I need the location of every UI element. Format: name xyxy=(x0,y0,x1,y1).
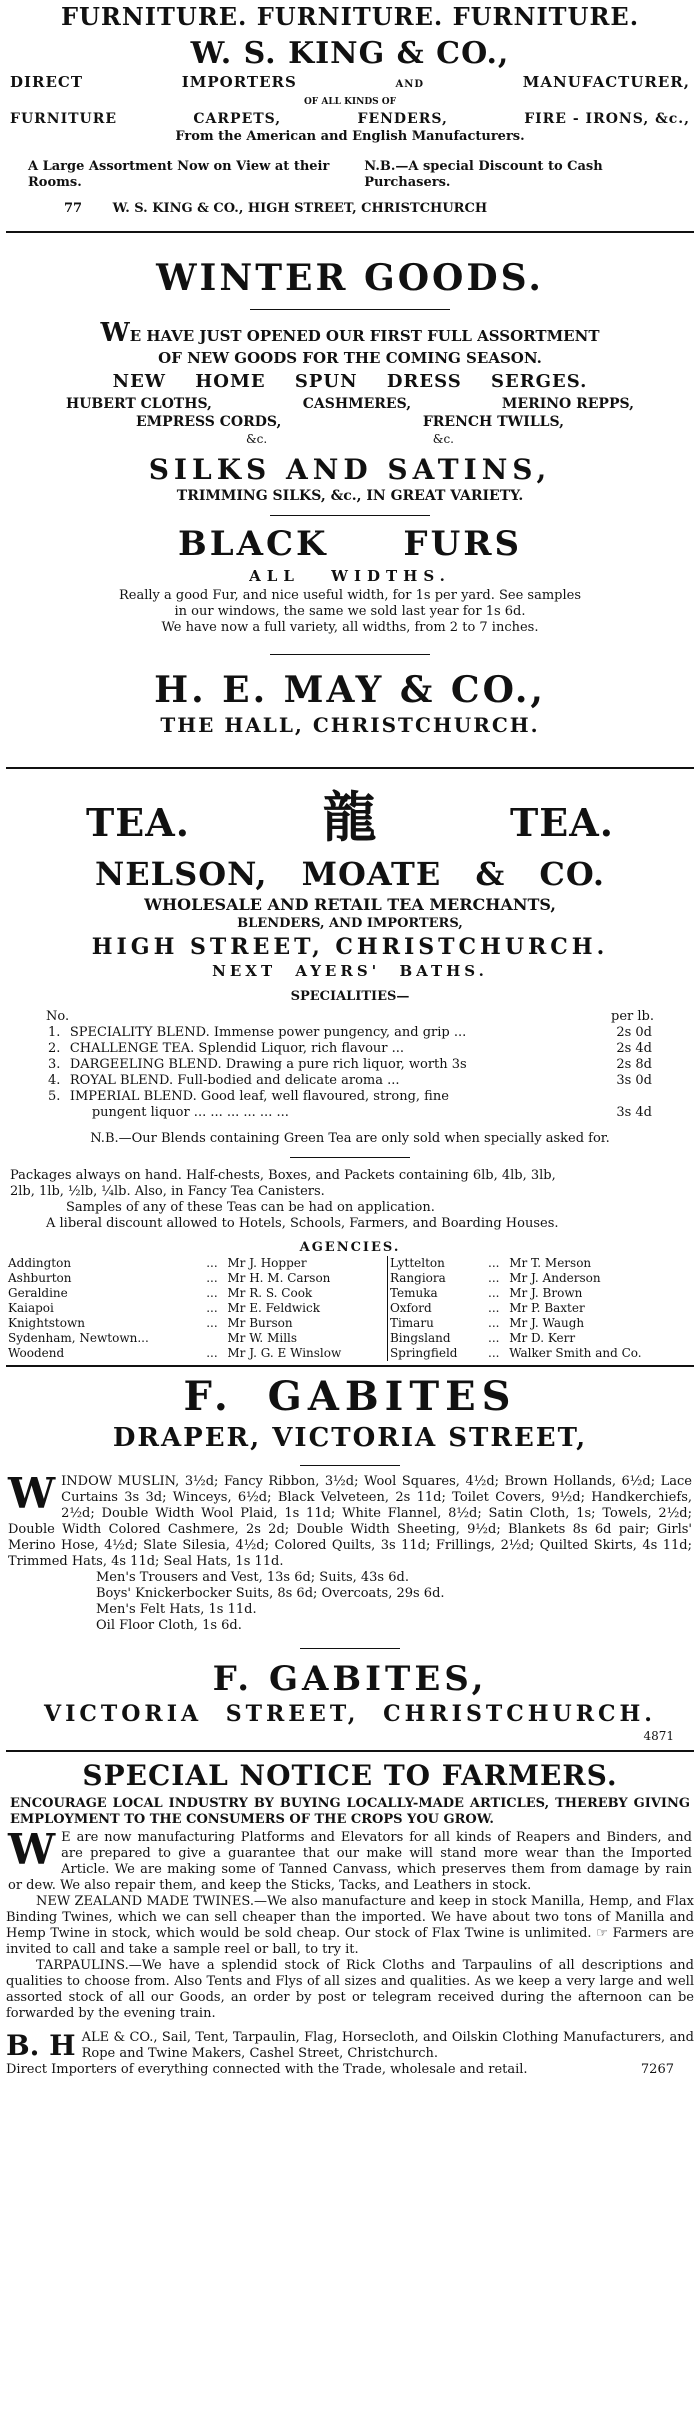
tea-blend-text: ROYAL BLEND. Full-bodied and delicate aroma ... xyxy=(69,1073,400,1088)
may-intro-initial: W xyxy=(100,318,130,348)
tea-blend-table xyxy=(46,1025,654,1121)
divider xyxy=(300,1648,400,1649)
divider xyxy=(6,1365,694,1367)
may-title: WINTER GOODS. xyxy=(156,257,544,299)
king-assort: A Large Assortment Now on View at their Rooms. xyxy=(28,159,330,190)
agent-name: Mr J. Hopper xyxy=(225,1256,387,1271)
may-address: THE HALL, CHRISTCHURCH. xyxy=(160,713,540,737)
agent-name: Mr J. Waugh xyxy=(509,1316,585,1330)
king-of-all: OF ALL KINDS OF xyxy=(303,97,397,107)
agent-town: Springfield xyxy=(389,1346,458,1360)
gabites-body-text: INDOW MUSLIN, 3½d; Fancy Ribbon, 3½d; Wool Squares, 4½d; Brown Hollands, 6½d; Lace Curtains 3s 3d; Winceys, 6½d; Black Velveteen, 2s 11d; Toilet Covers, 9½d; Handkerchiefs, 2½d; Double Width Wool Plaid, 1s 11d; White Flannel, 8½d; Satin Cloth, 1s; Towels, 2½d; Double Width Colored Cashmere, 2s 2d; Double Width Sheeting, 9½d; Blankets 8s 6d pair; Girls' Merino Hose, 4½d; Slate Silesia, 4½d; Colored Quilts, 3s 11d; Frillings, 2½d; Quilted Skirts, 4s 11d; Trimmed Hats, 4s 11d; Seal Hats, 1s 11d. xyxy=(8,1474,692,1569)
king-ref: 77 xyxy=(64,201,83,216)
tea-advert xyxy=(6,775,694,1361)
agent-town: Temuka xyxy=(389,1286,438,1300)
agent-town: Oxford xyxy=(389,1301,432,1315)
tea-street: HIGH STREET, CHRISTCHURCH. xyxy=(91,934,609,960)
farmers-p2: NEW ZEALAND MADE TWINES.—We also manufacture and keep in stock Manilla, Hemp, and Flax Binding Twines, which we can sell cheaper than the imported. We have about two tons of Manilla and Hemp Twine in stock, which would be sold cheap. Our stock of Flax Twine is unlimited. ☞ Farmers are invited to call and take a sample reel or ball, to try it. xyxy=(6,1894,694,1957)
tea-name: NELSON, MOATE & CO. xyxy=(95,855,605,893)
agent-name: Mr H. M. Carson xyxy=(225,1271,387,1286)
agent-dots: ... xyxy=(488,1286,500,1300)
may-intro1: E HAVE JUST OPENED OUR FIRST FULL ASSORTMENT xyxy=(129,327,600,345)
tea-dragon-glyph: 龍 xyxy=(322,785,378,849)
agent-name: Mr Burson xyxy=(225,1316,387,1331)
agent-town: Timaru xyxy=(389,1316,434,1330)
king-assort-row xyxy=(6,159,694,191)
tea-right: TEA. xyxy=(510,800,614,845)
farmers-signature xyxy=(6,2030,694,2062)
gabites-body xyxy=(6,1469,694,1570)
king-line1 xyxy=(6,72,694,95)
king-line2-b: CARPETS, xyxy=(193,111,282,127)
divider xyxy=(6,231,694,233)
agent-town: Bingsland xyxy=(389,1331,451,1345)
farmers-advert xyxy=(6,1758,694,2078)
tea-blend-no: 1. xyxy=(48,1025,61,1040)
agent-name: Mr J. Brown xyxy=(509,1286,583,1300)
gabites-initial: W xyxy=(8,1469,56,1518)
may-intro xyxy=(6,318,694,348)
agent-dots: ... xyxy=(206,1271,218,1285)
king-line2 xyxy=(6,109,694,129)
king-line1-a: DIRECT xyxy=(10,73,84,91)
king-banner: FURNITURE. FURNITURE. FURNITURE. xyxy=(60,2,640,31)
king-line2-c: FENDERS, xyxy=(357,111,448,127)
tea-next: NEXT AYERS' BATHS. xyxy=(212,962,488,980)
divider xyxy=(290,1157,410,1158)
may-fur1: Really a good Fur, and nice useful width, for 1s per yard. See samples xyxy=(118,588,581,603)
tea-blend-text: SPECIALITY BLEND. Immense power pungency, and grip ... xyxy=(69,1025,467,1040)
tea-agents-table xyxy=(6,1256,694,1361)
agent-town: Addington xyxy=(8,1256,72,1270)
agent-row xyxy=(6,1346,694,1361)
agent-row xyxy=(6,1256,694,1271)
may-fabric-a: HUBERT CLOTHS, xyxy=(66,396,212,412)
farmers-ref: 7267 xyxy=(640,2062,674,2077)
tea-agencies-title: AGENCIES. xyxy=(299,1240,401,1255)
tea-blend-row xyxy=(46,1073,654,1089)
farmers-last: Direct Importers of everything connected with the Trade, wholesale and retail. xyxy=(6,2062,528,2077)
agent-name: Mr T. Merson xyxy=(509,1256,592,1270)
tea-blend-no: 5. xyxy=(48,1089,61,1104)
gabites-sub: DRAPER, VICTORIA STREET, xyxy=(112,1423,588,1453)
tea-no: No. xyxy=(46,1009,70,1024)
agent-row xyxy=(6,1271,694,1286)
gabites-mens4: Oil Floor Cloth, 1s 6d. xyxy=(96,1618,242,1633)
tea-blend-text: CHALLENGE TEA. Splendid Liquor, rich flavour ... xyxy=(69,1041,405,1056)
farmers-sig-text: ALE & CO., Sail, Tent, Tarpaulin, Flag, Horsecloth, and Oilskin Clothing Manufacturers, and Rope and Twine Makers, Cashel Street, Christchurch. xyxy=(81,2030,694,2061)
agent-dots: ... xyxy=(488,1316,500,1330)
may-name: H. E. MAY & CO., xyxy=(154,669,546,711)
divider xyxy=(250,309,450,310)
agent-dots: ... xyxy=(488,1256,500,1270)
agent-town: Lyttelton xyxy=(389,1256,445,1270)
farmers-encourage: ENCOURAGE LOCAL INDUSTRY BY BUYING LOCALLY-MADE ARTICLES, THEREBY GIVING EMPLOYMENT TO THE CONSUMERS OF THE CROPS YOU GROW. xyxy=(10,1796,690,1827)
gabites-ref: 4871 xyxy=(643,1729,674,1743)
king-line1-d: MANUFACTURER, xyxy=(522,73,690,91)
tea-blend-text: DARGEELING BLEND. Drawing a pure rich liquor, worth 3s xyxy=(69,1057,467,1072)
tea-blend-price: 2s 8d xyxy=(616,1057,652,1072)
king-advert xyxy=(6,4,694,217)
agent-dots: ... xyxy=(206,1286,218,1300)
divider xyxy=(270,515,430,516)
tea-blend-price: 2s 4d xyxy=(616,1041,652,1056)
tea-pack4: A liberal discount allowed to Hotels, Schools, Farmers, and Boarding Houses. xyxy=(46,1216,559,1231)
agent-name: Mr R. S. Cook xyxy=(225,1286,387,1301)
farmers-title: SPECIAL NOTICE TO FARMERS. xyxy=(82,1759,618,1792)
tea-blend-text: IMPERIAL BLEND. Good leaf, well flavoured, strong, fine xyxy=(69,1089,449,1104)
agent-dots: ... xyxy=(488,1346,500,1360)
farmers-bh: B. H xyxy=(6,2029,76,2062)
agent-name: Mr W. Mills xyxy=(225,1331,387,1346)
tea-blend-price xyxy=(601,1089,654,1105)
tea-spec-title: SPECIALITIES— xyxy=(290,989,410,1004)
agent-dots: ... xyxy=(488,1301,500,1315)
agent-name: Mr P. Baxter xyxy=(509,1301,585,1315)
king-line1-c: AND xyxy=(395,79,425,90)
tea-perlb: per lb. xyxy=(611,1009,654,1024)
gabites-mens2: Boys' Knickerbocker Suits, 8s 6d; Overcoats, 29s 6d. xyxy=(96,1586,445,1601)
king-line2-d: FIRE - IRONS, &c., xyxy=(524,111,690,127)
tea-blend-row xyxy=(46,1057,654,1073)
agent-dots: ... xyxy=(488,1331,500,1345)
tea-blend-row xyxy=(46,1025,654,1041)
tea-pack1: Packages always on hand. Half-chests, Boxes, and Packets containing 6lb, 4lb, 3lb, xyxy=(10,1168,556,1183)
may-fur3: We have now a full variety, all widths, from 2 to 7 inches. xyxy=(161,620,539,635)
agent-town: Sydenham, Newtown... xyxy=(8,1331,149,1345)
may-advert xyxy=(6,239,694,739)
may-widths: ALL WIDTHS. xyxy=(249,567,451,585)
tea-spec-head xyxy=(46,1009,654,1025)
may-fabrics1 xyxy=(6,395,694,413)
tea-blend-row xyxy=(46,1041,654,1057)
tea-blend-price: 2s 0d xyxy=(616,1025,652,1040)
divider xyxy=(270,654,430,655)
agent-dots: ... xyxy=(206,1256,218,1270)
divider xyxy=(6,767,694,769)
tea-blend-no: 3. xyxy=(48,1057,61,1072)
gabites-advert xyxy=(6,1373,694,1744)
king-from: From the American and English Manufacturers. xyxy=(175,129,525,144)
agent-town: Kaiapoi xyxy=(8,1301,54,1315)
may-fabric-c: MERINO REPPS, xyxy=(501,396,634,412)
farmers-last-row xyxy=(6,2062,694,2078)
agent-name: Mr D. Kerr xyxy=(509,1331,576,1345)
agent-name: Mr E. Feldwick xyxy=(225,1301,387,1316)
divider xyxy=(6,1750,694,1752)
agent-row xyxy=(6,1286,694,1301)
may-silks: SILKS AND SATINS, xyxy=(148,453,552,486)
agent-dots: ... xyxy=(206,1316,218,1330)
agent-row xyxy=(6,1331,694,1346)
may-etc-b: &c. xyxy=(432,432,454,446)
farmers-p1-text: E are now manufacturing Platforms and Elevators for all kinds of Reapers and Binders, and are prepared to give a guarantee that our make will stand more wear than the Imported Article. We are making some of Tanned Canvass, which preserves them from damage by rain or dew. We also repair them, and keep the Sticks, Tacks, and Leathers in stock. xyxy=(8,1830,692,1893)
tea-blend-price: 3s 4d xyxy=(616,1105,652,1120)
gabites-title: F. GABITES xyxy=(183,1373,517,1420)
agent-dots: ... xyxy=(206,1346,218,1360)
agent-town: Rangiora xyxy=(389,1271,446,1285)
gabites-mens1: Men's Trousers and Vest, 13s 6d; Suits, 43s 6d. xyxy=(96,1570,409,1585)
king-nb: N.B.—A special Discount to Cash Purchasers. xyxy=(364,159,603,190)
tea-specialities xyxy=(6,1009,694,1121)
agent-town: Ashburton xyxy=(8,1271,72,1285)
king-address-row xyxy=(6,201,694,217)
may-etc-a: &c. xyxy=(246,432,268,446)
tea-pack2: 2lb, 1lb, ½lb, ¼lb. Also, in Fancy Tea Canisters. xyxy=(10,1184,325,1199)
may-fabric-e: FRENCH TWILLS, xyxy=(422,414,564,430)
agent-dots: ... xyxy=(488,1271,500,1285)
farmers-p3: TARPAULINS.—We have a splendid stock of Rick Cloths and Tarpaulins of all descriptions and qualities to choose from. Also Tents and Flys of all sizes and qualities. As we keep a very large and well assorted stock of all our Goods, an order by post or telegram received during the afternoon can be forwarded by the evening train. xyxy=(6,1958,694,2021)
agent-town: Woodend xyxy=(8,1346,65,1360)
tea-pack3: Samples of any of these Teas can be had on application. xyxy=(66,1200,435,1215)
agent-town: Geraldine xyxy=(8,1286,68,1300)
gabites-sig: F. GABITES, xyxy=(212,1659,488,1699)
may-etc xyxy=(6,431,694,447)
tea-header xyxy=(6,787,694,853)
may-fabric-b: CASHMERES, xyxy=(302,396,412,412)
farmers-initial: W xyxy=(8,1825,56,1874)
tea-left: TEA. xyxy=(86,800,190,845)
may-furs: BLACK FURS xyxy=(177,524,523,564)
gabites-addr: VICTORIA STREET, CHRISTCHURCH. xyxy=(44,1701,656,1727)
agent-dots xyxy=(204,1331,225,1346)
tea-blend-row xyxy=(46,1105,654,1121)
agent-row xyxy=(6,1301,694,1316)
may-fabric-d: EMPRESS CORDS, xyxy=(136,414,282,430)
tea-nb: N.B.—Our Blends containing Green Tea are only sold when specially asked for. xyxy=(90,1131,610,1146)
king-line2-a: FURNITURE xyxy=(10,111,118,127)
tea-blend-text: pungent liquor ... ... ... ... ... ... xyxy=(91,1105,289,1120)
may-fur2: in our windows, the same we sold last year for 1s 6d. xyxy=(174,604,526,619)
may-fabrics2 xyxy=(6,413,694,431)
tea-blend-no xyxy=(46,1105,68,1121)
tea-blend-no: 2. xyxy=(48,1041,61,1056)
tea-sub2: BLENDERS, AND IMPORTERS, xyxy=(237,916,463,931)
tea-blend-price: 3s 0d xyxy=(616,1073,652,1088)
king-line1-b: IMPORTERS xyxy=(181,73,297,91)
may-serges: NEW HOME SPUN DRESS SERGES. xyxy=(112,371,588,392)
king-address: W. S. KING & CO., HIGH STREET, CHRISTCHURCH xyxy=(112,201,488,216)
agent-name: Mr J. Anderson xyxy=(509,1271,601,1285)
tea-blend-no: 4. xyxy=(48,1073,61,1088)
agent-dots: ... xyxy=(206,1301,218,1315)
agent-town: Knightstown xyxy=(8,1316,85,1330)
tea-sub1: WHOLESALE AND RETAIL TEA MERCHANTS, xyxy=(144,895,556,914)
king-name: W. S. KING & CO., xyxy=(190,36,510,71)
agent-name: Mr J. G. E Winslow xyxy=(225,1346,387,1361)
divider xyxy=(300,1465,400,1466)
agent-row xyxy=(6,1316,694,1331)
farmers-p1 xyxy=(6,1825,694,1894)
may-trimming: TRIMMING SILKS, &c., IN GREAT VARIETY. xyxy=(176,488,524,504)
agent-name: Walker Smith and Co. xyxy=(509,1346,642,1360)
may-intro2: OF NEW GOODS FOR THE COMING SEASON. xyxy=(158,349,542,367)
gabites-mens3: Men's Felt Hats, 1s 11d. xyxy=(96,1602,257,1617)
tea-blend-row xyxy=(46,1089,654,1105)
